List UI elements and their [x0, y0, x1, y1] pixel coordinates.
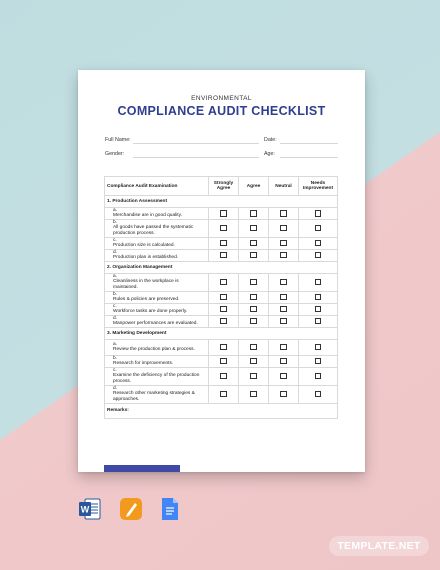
item-text: Research other marketing strategies & approaches.: [113, 390, 195, 402]
checkbox-needs-improvement[interactable]: [315, 344, 321, 350]
checkbox-needs-improvement[interactable]: [315, 391, 321, 397]
section-row: [105, 196, 338, 208]
checkbox-agree[interactable]: [250, 279, 256, 285]
checkbox-agree[interactable]: [250, 358, 256, 364]
date-field: [264, 137, 277, 143]
checkbox-neutral[interactable]: [280, 210, 286, 216]
checkbox-cell-agree: [239, 208, 269, 220]
checkbox-cell-strongly-agree: [209, 355, 239, 367]
checkbox-cell-neutral: [269, 315, 299, 327]
checkbox-strongly-agree[interactable]: [220, 225, 226, 231]
checkbox-neutral[interactable]: [280, 306, 286, 312]
checkbox-cell-strongly-agree: [209, 273, 239, 291]
checkbox-cell-agree: [239, 303, 269, 315]
document-title: COMPLIANCE AUDIT CHECKLIST: [117, 104, 326, 118]
item-letter: b.: [113, 219, 118, 225]
item-cell: [105, 315, 209, 327]
checkbox-cell-agree: [239, 219, 269, 237]
word-icon[interactable]: [79, 497, 101, 521]
checkbox-strongly-agree[interactable]: [220, 358, 226, 364]
checkbox-cell-strongly-agree: [209, 291, 239, 303]
checkbox-cell-strongly-agree: [209, 237, 239, 249]
table-row: [105, 303, 338, 315]
checkbox-agree[interactable]: [250, 306, 256, 312]
checkbox-cell-strongly-agree: [209, 303, 239, 315]
date-label: Date:: [264, 137, 277, 143]
checkbox-agree[interactable]: [250, 318, 256, 324]
checkbox-agree[interactable]: [250, 373, 256, 379]
checkbox-cell-needs-improvement: [299, 367, 338, 385]
checkbox-neutral[interactable]: [280, 344, 286, 350]
checkbox-cell-strongly-agree: [209, 385, 239, 403]
checkbox-cell-neutral: [269, 237, 299, 249]
checkbox-strongly-agree[interactable]: [220, 279, 226, 285]
item-letter: b.: [113, 291, 118, 297]
pages-icon[interactable]: [120, 497, 142, 521]
item-cell: [105, 273, 209, 291]
checkbox-needs-improvement[interactable]: [315, 225, 321, 231]
item-cell: [105, 249, 209, 261]
header-agree: Agree: [239, 177, 269, 196]
item-cell: [105, 303, 209, 315]
header-needs-improvement: Needs Improvement: [299, 177, 338, 196]
checkbox-needs-improvement[interactable]: [315, 210, 321, 216]
svg-text:W: W: [80, 504, 90, 515]
table-row: [105, 219, 338, 237]
date-line: [280, 143, 338, 144]
checkbox-cell-neutral: [269, 339, 299, 355]
checkbox-needs-improvement[interactable]: [315, 318, 321, 324]
checkbox-cell-neutral: [269, 249, 299, 261]
gender-line: [133, 157, 259, 158]
item-letter: c.: [113, 303, 117, 309]
item-text: Cleanliness in the workplace is maintained.: [113, 278, 179, 290]
section-title: 3. Marketing Development: [105, 327, 338, 339]
section-row: [105, 261, 338, 273]
google-docs-icon[interactable]: [159, 497, 181, 521]
checkbox-agree[interactable]: [250, 294, 256, 300]
age-field: [264, 151, 275, 157]
checkbox-cell-neutral: [269, 367, 299, 385]
item-cell: [105, 237, 209, 249]
item-text: Rules & policies are preserved.: [113, 296, 180, 302]
item-text: All goods have passed the systematic production process.: [113, 224, 194, 236]
checkbox-cell-strongly-agree: [209, 367, 239, 385]
checkbox-agree[interactable]: [250, 391, 256, 397]
checkbox-cell-strongly-agree: [209, 339, 239, 355]
checkbox-needs-improvement[interactable]: [315, 306, 321, 312]
checkbox-neutral[interactable]: [280, 225, 286, 231]
full-name-label: Full Name:: [105, 137, 131, 143]
checkbox-neutral[interactable]: [280, 240, 286, 246]
checkbox-cell-agree: [239, 291, 269, 303]
checkbox-neutral[interactable]: [280, 318, 286, 324]
checkbox-cell-neutral: [269, 303, 299, 315]
checkbox-cell-neutral: [269, 291, 299, 303]
checkbox-cell-strongly-agree: [209, 249, 239, 261]
gender-label: Gender:: [105, 151, 125, 157]
checkbox-cell-needs-improvement: [299, 237, 338, 249]
checkbox-cell-strongly-agree: [209, 208, 239, 220]
checkbox-strongly-agree[interactable]: [220, 373, 226, 379]
section-title: 1. Production Assessment: [105, 196, 338, 208]
item-cell: [105, 385, 209, 403]
checkbox-neutral[interactable]: [280, 391, 286, 397]
checkbox-neutral[interactable]: [280, 358, 286, 364]
checkbox-agree[interactable]: [250, 252, 256, 258]
item-letter: a.: [113, 208, 118, 213]
checkbox-cell-agree: [239, 249, 269, 261]
item-letter: c.: [113, 237, 117, 243]
checkbox-agree[interactable]: [250, 240, 256, 246]
checkbox-needs-improvement[interactable]: [315, 252, 321, 258]
checkbox-neutral[interactable]: [280, 279, 286, 285]
section-title: 2. Organization Management: [105, 261, 338, 273]
item-letter: c.: [113, 367, 117, 373]
checkbox-cell-neutral: [269, 355, 299, 367]
checkbox-cell-needs-improvement: [299, 315, 338, 327]
age-label: Age:: [264, 151, 275, 157]
table-row: [105, 339, 338, 355]
accent-bar: [104, 465, 180, 472]
table-row: [105, 249, 338, 261]
checkbox-strongly-agree[interactable]: [220, 252, 226, 258]
table-row: [105, 208, 338, 220]
checkbox-cell-needs-improvement: [299, 303, 338, 315]
section-row: [105, 327, 338, 339]
checkbox-cell-needs-improvement: [299, 291, 338, 303]
checkbox-strongly-agree[interactable]: [220, 344, 226, 350]
item-text: Examine the deficiency of the production process.: [113, 372, 200, 384]
checkbox-strongly-agree[interactable]: [220, 294, 226, 300]
item-cell: [105, 367, 209, 385]
header-strongly-agree: Strongly Agree: [209, 177, 239, 196]
checkbox-needs-improvement[interactable]: [315, 294, 321, 300]
checkbox-agree[interactable]: [250, 344, 256, 350]
item-text: Review the production plan & process.: [113, 346, 195, 352]
checkbox-needs-improvement[interactable]: [315, 240, 321, 246]
document-subtitle: ENVIRONMENTAL: [191, 95, 252, 102]
item-cell: [105, 339, 209, 355]
table-row: [105, 273, 338, 291]
item-letter: d.: [113, 385, 118, 391]
checkbox-needs-improvement[interactable]: [315, 279, 321, 285]
audit-table: [104, 176, 338, 419]
item-text: Production plan is established.: [113, 254, 179, 260]
checkbox-cell-agree: [239, 367, 269, 385]
item-text: Workforce tasks are done properly.: [113, 308, 188, 314]
full-name-field: [105, 137, 131, 143]
checkbox-cell-needs-improvement: [299, 355, 338, 367]
item-text: Production size is calculated.: [113, 242, 175, 248]
table-header-row: [105, 177, 338, 196]
checkbox-cell-neutral: [269, 385, 299, 403]
checkbox-strongly-agree[interactable]: [220, 210, 226, 216]
checkbox-cell-neutral: [269, 219, 299, 237]
checkbox-cell-strongly-agree: [209, 315, 239, 327]
item-cell: [105, 219, 209, 237]
checkbox-cell-neutral: [269, 208, 299, 220]
item-cell: [105, 355, 209, 367]
item-cell: [105, 291, 209, 303]
checkbox-cell-needs-improvement: [299, 273, 338, 291]
checkbox-strongly-agree[interactable]: [220, 240, 226, 246]
full-name-line: [133, 143, 259, 144]
checkbox-agree[interactable]: [250, 225, 256, 231]
checkbox-neutral[interactable]: [280, 373, 286, 379]
checkbox-cell-agree: [239, 237, 269, 249]
checkbox-neutral[interactable]: [280, 294, 286, 300]
header-neutral: Neutral: [269, 177, 299, 196]
checkbox-neutral[interactable]: [280, 252, 286, 258]
brand-watermark: TEMPLATE.NET: [329, 536, 429, 556]
item-letter: a.: [113, 341, 118, 347]
checkbox-cell-needs-improvement: [299, 208, 338, 220]
item-letter: d.: [113, 315, 118, 321]
checkbox-cell-needs-improvement: [299, 339, 338, 355]
item-letter: a.: [113, 273, 118, 279]
item-text: Research for improvements.: [113, 360, 174, 366]
checkbox-cell-agree: [239, 355, 269, 367]
item-cell: [105, 208, 209, 220]
header-examination: Compliance Audit Examination: [105, 177, 209, 196]
checkbox-cell-neutral: [269, 273, 299, 291]
table-row: [105, 315, 338, 327]
table-row: [105, 355, 338, 367]
checkbox-cell-needs-improvement: [299, 249, 338, 261]
checkbox-cell-agree: [239, 315, 269, 327]
checkbox-cell-needs-improvement: [299, 385, 338, 403]
table-row: [105, 385, 338, 403]
item-letter: d.: [113, 249, 118, 255]
table-row: [105, 237, 338, 249]
checkbox-strongly-agree[interactable]: [220, 391, 226, 397]
remarks-label: Remarks:: [105, 403, 338, 418]
checkbox-cell-agree: [239, 273, 269, 291]
gender-field: [105, 151, 124, 157]
document-page: [78, 70, 365, 472]
checkbox-cell-needs-improvement: [299, 219, 338, 237]
checkbox-agree[interactable]: [250, 210, 256, 216]
item-letter: b.: [113, 355, 118, 361]
checkbox-cell-strongly-agree: [209, 219, 239, 237]
checkbox-strongly-agree[interactable]: [220, 306, 226, 312]
table-row: [105, 291, 338, 303]
checkbox-strongly-agree[interactable]: [220, 318, 226, 324]
age-line: [280, 157, 338, 158]
checkbox-cell-agree: [239, 385, 269, 403]
checkbox-needs-improvement[interactable]: [315, 373, 321, 379]
item-text: Manpower performances are evaluated.: [113, 320, 198, 326]
checkbox-needs-improvement[interactable]: [315, 358, 321, 364]
item-text: Merchandise are in good quality.: [113, 213, 182, 218]
table-row: [105, 367, 338, 385]
checkbox-cell-agree: [239, 339, 269, 355]
remarks-row: [105, 403, 338, 418]
